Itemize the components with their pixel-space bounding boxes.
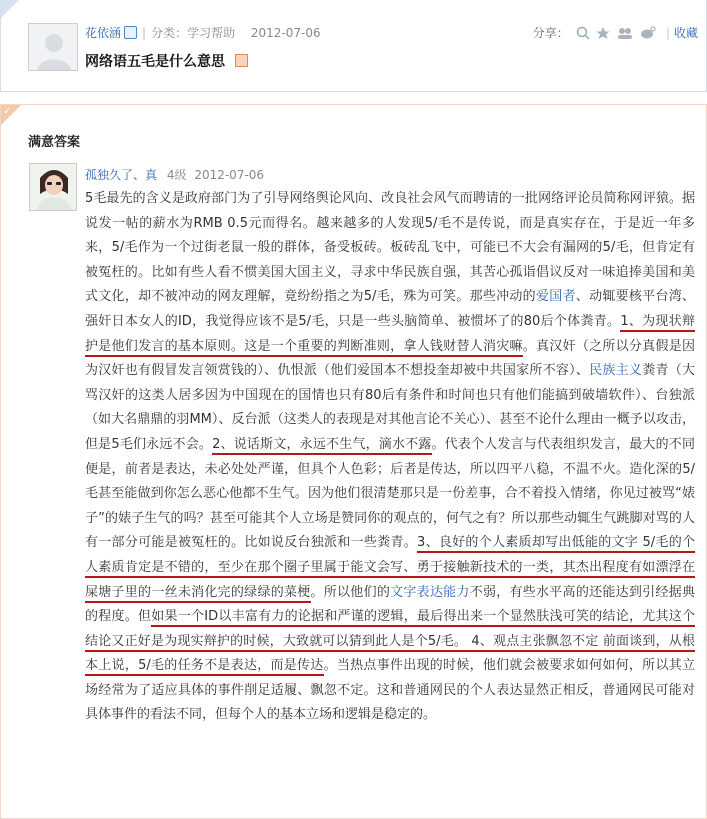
default-avatar-icon	[29, 24, 78, 71]
answer-text: 。真汉奸（之所以分真假是因为汉奸也有假冒发言领赏钱的）、仇恨派（他们爱国本不想投奎却被中共国家所不容）、	[85, 338, 695, 379]
share-people-icon[interactable]	[617, 26, 633, 43]
answerer-name-link[interactable]: 孤独久了、真	[85, 168, 158, 182]
question-corner-decoration	[1, 0, 19, 18]
share-weibo-icon[interactable]	[640, 26, 656, 43]
answer-text: 不弱，有些水平高的还能达到引经据典的程度。但	[85, 584, 695, 625]
question-date: 2012-07-06	[250, 26, 321, 40]
favorite-link[interactable]: 收藏	[673, 26, 698, 40]
answer-text: 。代表个人发言与代表组织发言，最大的不同便是，前者是表达，未必处处严谨，但具个人色彩；后者是传达，所以四平八稳，不温不火。造化深的5/毛甚至能做到你怎么恶心他都不生气。因为他们很清楚那只是一份差事，合不着投入情绪，你见过被骂“婊子”的婊子生气的吗？甚至可能其个人立场是赞同你的观点的，何气之有？所以那些动辄生气跳脚对骂的人有一部分可能是被冤枉的。比如说反台独派和一些粪青。	[85, 436, 695, 551]
question-title: 网络语五毛是什么意思	[85, 54, 225, 70]
highlighted-text: 1、为现状辩护是他们发言的基本原则。这是一个重要的判断准则，拿人钱财替人消灾嘛	[85, 314, 695, 357]
keyword-link[interactable]: 民族主义	[589, 363, 643, 379]
best-answer-panel	[0, 104, 707, 819]
question-panel	[0, 0, 707, 92]
answer-text: 、动辄要核平台湾、强奸日本女人的ID，我觉得应该不是5/毛，只是一些头脑简单、被惯坏了的80后个体粪青。	[85, 289, 695, 329]
answer-text: 。当热点事件出现的时候，他们就会被要求如何如何，所以其立场经常为了适应具体的事件削足适履、飘忽不定。这和普通网民的个人表达显然正相反，普通网民可能对具体事件的看法不同，但每个人的基本立场和逻辑是稳定的。	[85, 658, 695, 723]
answer-text: 5毛最先的含义是政府部门为了引导网络舆论风向、改良社会风气而聘请的一批网络评论员简称网评猿。据说发一帖的薪水为RMB 0.5元而得名。越来越多的人发现5/毛不是传说，而是真实存在，于是近一年多来，5/毛作为一个过街老鼠一般的群体，备受板砖。板砖乱飞中，可能已不大会有漏网的5/毛，但肯定有被冤枉的。比如有些人看不惯美国大国主义，寻求中华民族自强，其苦心孤诣倡议反对一味追捧美国和美式文化，却不被冲动的网友理解，竟纷纷指之为5/毛，殊为可笑。那些冲动的	[85, 191, 695, 305]
keyword-link[interactable]: 文字表达能力	[390, 584, 470, 600]
answer-text: 粪青（大骂汉奸的这类人居多因为中国现在的国情也只有80后有条件和时间也只有他们能搞到破墙软件）、台独派（如大名鼎鼎的羽MM）、反台派（这类人的表现是对其他言论不关心）、甚至不论什么理由一概予以攻击，但是5毛们永远不会。	[85, 363, 695, 452]
mobile-badge-icon	[124, 26, 137, 39]
checkmark-icon: ✓	[3, 106, 12, 117]
highlighted-text: 如果一个ID以丰富有力的论据和严谨的逻辑，最后得出来一个显然肤浅可笑的结论，尤其这个结论又正好是为现实辩护的时候，大致就可以猜到此人是个5/毛。 4、观点主张飘忽不定 前面谈到，从根本上说，5/毛的任务不是表达，而是传达	[85, 609, 695, 676]
asker-avatar[interactable]	[28, 23, 78, 71]
question-tag-icon[interactable]	[235, 54, 248, 67]
answerer-info	[85, 166, 264, 183]
share-bar	[533, 24, 698, 43]
answer-date: 2012-07-06	[194, 168, 265, 182]
highlighted-text: 3、良好的个人素质却写出低能的文字 5/毛的个人素质肯定是不错的，至少在那个圈子里属于能文会写、勇于接触新技术的一类，其杰出程度有如漂浮在屎塘子里的一丝未消化完的绿绿的菜梗	[85, 535, 695, 602]
user-photo-icon	[30, 164, 77, 211]
answerer-avatar[interactable]	[29, 163, 77, 211]
question-category: 分类：学习帮助	[151, 26, 236, 40]
asker-name-link[interactable]: 花依涵	[85, 26, 122, 40]
best-answer-heading: 满意答案	[28, 135, 81, 150]
share-qzone-icon[interactable]	[596, 26, 610, 43]
question-title-row	[85, 51, 248, 71]
keyword-link[interactable]: 爱国者	[535, 289, 576, 305]
answer-text: 。所以他们的	[310, 584, 391, 600]
answer-content	[85, 187, 695, 728]
highlighted-text: 2、说话斯文，永远不生气，滴水不露	[212, 437, 431, 455]
asker-info	[85, 24, 321, 41]
separator: |	[665, 26, 670, 40]
separator: |	[142, 26, 147, 40]
share-label: 分享：	[532, 26, 569, 40]
share-search-icon[interactable]	[576, 26, 590, 43]
answerer-level: 4级	[166, 168, 187, 182]
